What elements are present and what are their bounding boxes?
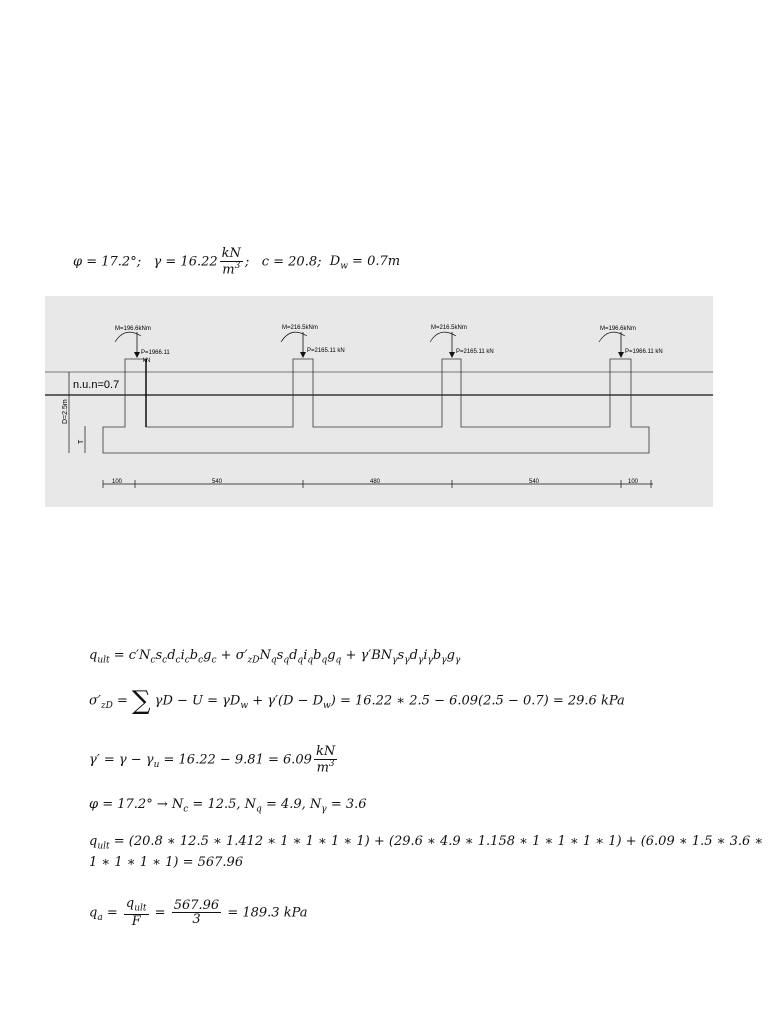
- column-2-loads: [281, 325, 345, 358]
- qult-numeric-line-1: $q_{ult} = (20.8$ ∗ 12.5 ∗ 1.412 ∗ 1 ∗ 1 ∗ 1 ∗ 1) + (29.6 ∗ 4.9 ∗ 1.158 ∗ 1 ∗ 1 ∗ 1 ∗ 1) + (6.09 ∗ 1.5 ∗ 3.6 ∗: [89, 834, 764, 852]
- dimension-label-5: 100: [628, 479, 639, 485]
- dimension-label-2: 540: [212, 479, 223, 485]
- dimension-label-1: 100: [112, 479, 123, 485]
- load-label-1-unit: kN: [143, 358, 151, 364]
- load-label-1: P=1966.11: [141, 350, 170, 356]
- sigma-zd-equation: $\sigma'_{zD}$ = ∑ $\gamma D - U = \gamma D_w + \gamma'(D - D_w) = 16.22$ ∗ 2.5 − 6.09(2.5 − 0.7) = 29.6 kPa: [89, 686, 625, 716]
- foundation-figure: [45, 296, 713, 507]
- water-label: n.u.n=0.7: [73, 379, 120, 391]
- moment-label-1: M=196.6kNm: [115, 326, 151, 332]
- dimension-label-4: 540: [529, 479, 540, 485]
- qult-general-equation: $q_{ult} = c'N_cs_cd_ci_cb_cg_c + \sigma'_{zD}N_qs_qd_qi_qb_qg_q + \gamma'BN_\gamma s_\gamma d_\gamma i_\gamma b_\gamma g_\gamma$: [89, 648, 461, 666]
- water-depth-value: $D_w = 0.7m$: [329, 254, 401, 272]
- column-1-loads: [115, 326, 170, 364]
- gamma-value: γ = 16.22: [153, 254, 218, 270]
- dimension-chain: [103, 479, 653, 488]
- load-label-4: P=1966.11 kN: [625, 349, 663, 355]
- gamma-prime-equation: $\gamma' = \gamma - \gamma_u = 16.22 - 9.81 = 6.09$ $\frac{kN}{m^3}$: [89, 744, 336, 775]
- qult-numeric-line-2: 1 ∗ 1 ∗ 1 ∗ 1) = 567.96: [89, 855, 244, 870]
- cohesion-value: c = 20.8;: [261, 254, 322, 270]
- gamma-unit: $\frac{kN}{m^3}$: [221, 246, 241, 277]
- moment-label-4: M=196.6kNm: [600, 326, 636, 332]
- depth-label: D=2.5m: [62, 399, 69, 424]
- phi-value: φ = 17.2°;: [73, 254, 142, 270]
- column-4-loads: [599, 326, 663, 358]
- dimension-label-3: 480: [370, 479, 381, 485]
- footing-outline: [103, 359, 649, 453]
- moment-label-2: M=216.5kNm: [282, 325, 318, 331]
- moment-label-3: M=216.5kNm: [431, 325, 467, 331]
- bearing-factors-line: $\varphi = 17.2^\circ \to N_c = 12.5$, $N_q = 4.9$, $N_\gamma = 3.6$: [89, 797, 367, 815]
- load-label-2: P=2165.11 kN: [307, 348, 345, 354]
- column-3-loads: [430, 325, 494, 358]
- qa-equation: $q_a$ = $\frac{q_{ult}}{F}$ = $\frac{567.96}{3}$ = 189.3 kPa: [89, 896, 308, 930]
- foundation-drawing: [45, 296, 713, 507]
- parameters-line: φ = 17.2°; γ = 16.22 $\frac{kN}{m^3}$ ; c = 20.8; $D_w = 0.7m$: [73, 246, 401, 277]
- thickness-label: T: [78, 439, 85, 444]
- load-label-3: P=2165.11 kN: [456, 349, 494, 355]
